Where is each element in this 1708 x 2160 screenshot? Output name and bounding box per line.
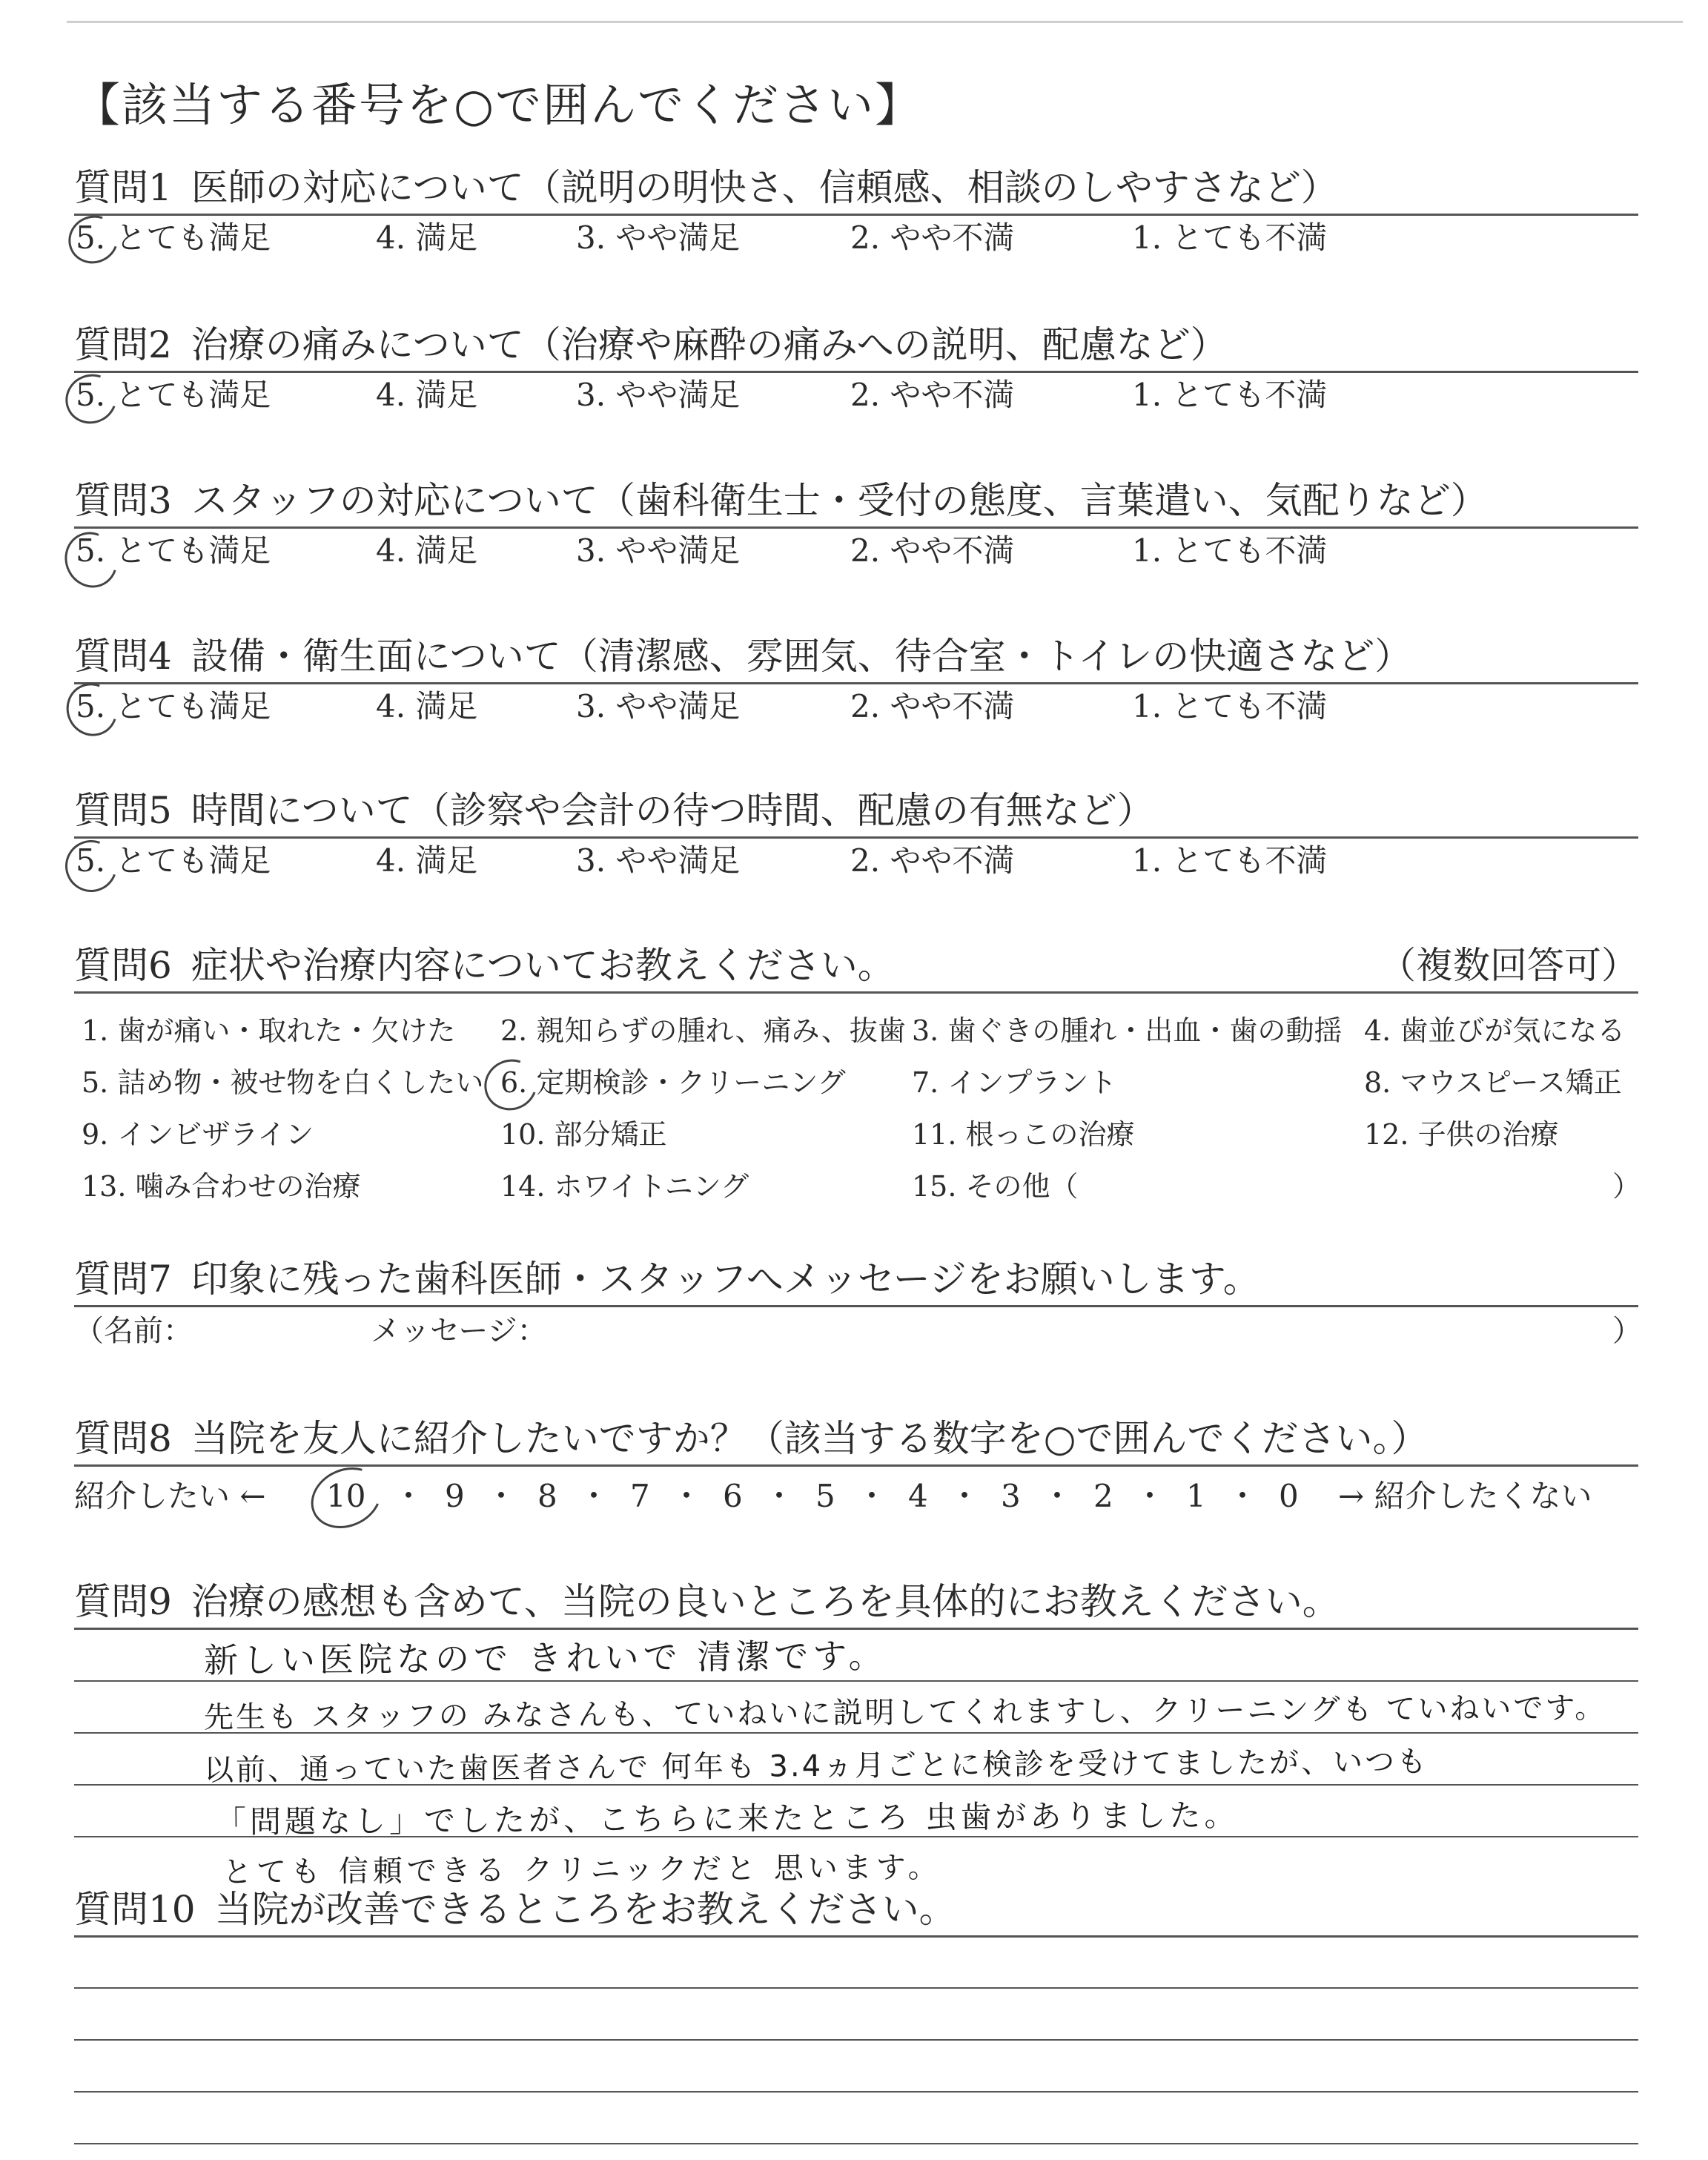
handwritten-answer-line-3: 以前、通っていた歯医者さんで 何年も 3.4ヵ月ごとに検診を受けてましたが、いつも bbox=[203, 1745, 1429, 1788]
option-5[interactable]: 5. とても満足 bbox=[74, 839, 376, 883]
option-1[interactable]: 1. とても不満 bbox=[1132, 688, 1328, 724]
separator: ・ bbox=[764, 1478, 795, 1514]
selection-circle bbox=[57, 366, 125, 432]
scale-0[interactable]: 0 bbox=[1279, 1478, 1299, 1514]
question-5 bbox=[74, 785, 1638, 883]
option-5[interactable]: 5. とても満足 bbox=[74, 529, 376, 573]
rating-options bbox=[74, 216, 1638, 260]
message-label: メッセージ： bbox=[371, 1314, 547, 1348]
option-4[interactable]: 4. 満足 bbox=[376, 377, 478, 413]
answer-line bbox=[74, 1987, 1638, 1989]
scale-8[interactable]: 8 bbox=[537, 1478, 557, 1514]
separator: ・ bbox=[856, 1478, 888, 1514]
divider bbox=[74, 1464, 1638, 1467]
question-text: 症状や治療内容についてお教えください。 bbox=[191, 944, 895, 987]
symptom-option-8[interactable]: 8. マウスピース矯正 bbox=[1364, 1066, 1622, 1099]
divider bbox=[74, 991, 1638, 994]
symptom-option-5[interactable]: 5. 詰め物・被せ物を白くしたい bbox=[82, 1066, 484, 1099]
separator: ・ bbox=[1227, 1478, 1259, 1514]
question-1 bbox=[74, 162, 1638, 260]
scale-4[interactable]: 4 bbox=[908, 1478, 928, 1514]
symptom-option-4[interactable]: 4. 歯並びが気になる bbox=[1364, 1014, 1626, 1047]
option-5[interactable]: 5. とても満足 bbox=[74, 216, 376, 260]
top-border bbox=[67, 21, 1683, 23]
option-2[interactable]: 2. やや不満 bbox=[850, 842, 1015, 879]
symptom-option-13[interactable]: 13. 噛み合わせの治療 bbox=[82, 1170, 361, 1203]
symptom-option-1[interactable]: 1. 歯が痛い・取れた・欠けた bbox=[82, 1014, 456, 1047]
question-label: 質問8 bbox=[74, 1417, 172, 1460]
option-3[interactable]: 3. やや満足 bbox=[576, 532, 741, 569]
option-5[interactable]: 5. とても満足 bbox=[74, 684, 376, 729]
option-4[interactable]: 4. 満足 bbox=[376, 842, 478, 879]
symptom-option-11[interactable]: 11. 根っこの治療 bbox=[912, 1118, 1135, 1151]
question-text: 設備・衛生面について（清潔感、雰囲気、待合室・トイレの快適さなど） bbox=[191, 635, 1412, 678]
rating-options bbox=[74, 529, 1638, 573]
option-3[interactable]: 3. やや満足 bbox=[576, 688, 741, 724]
handwritten-answer-line-4: 「問題なし」でしたが、こちらに来たところ 虫歯がありました。 bbox=[214, 1797, 1239, 1840]
answer-line bbox=[74, 2039, 1638, 2041]
name-label: （名前： bbox=[74, 1314, 193, 1348]
recommend-left-label: 紹介したい ← bbox=[74, 1478, 266, 1514]
selection-circle bbox=[61, 208, 127, 272]
handwritten-answer-line-2: 先生も スタッフの みなさんも、ていねいに説明してくれますし、クリーニングも ていねいです。 bbox=[203, 1691, 1607, 1735]
recommend-right-label: → 紹介したくない bbox=[1338, 1478, 1592, 1514]
question-label: 質問3 bbox=[74, 479, 172, 522]
selection-circle bbox=[58, 675, 126, 744]
scale-1[interactable]: 1 bbox=[1186, 1478, 1206, 1514]
symptom-option-9[interactable]: 9. インビザライン bbox=[82, 1118, 314, 1151]
answer-line bbox=[74, 2091, 1638, 2093]
symptom-option-15[interactable]: 15. その他（ bbox=[912, 1170, 1079, 1203]
scale-9[interactable]: 9 bbox=[445, 1478, 465, 1514]
handwritten-answer-line-5: とても 信頼できる クリニックだと 思います。 bbox=[222, 1850, 942, 1890]
separator: ・ bbox=[1134, 1478, 1166, 1514]
symptom-option-12[interactable]: 12. 子供の治療 bbox=[1364, 1118, 1559, 1151]
symptom-options bbox=[82, 1005, 1646, 1212]
question-text: 治療の感想も含めて、当院の良いところを具体的にお教えください。 bbox=[191, 1580, 1340, 1623]
separator: ・ bbox=[578, 1478, 610, 1514]
option-4[interactable]: 4. 満足 bbox=[376, 532, 478, 569]
handwritten-answer-line-1: 新しい医院なので きれいで 清潔です。 bbox=[203, 1635, 887, 1681]
question-text: 印象に残った歯科医師・スタッフへメッセージをお願いします。 bbox=[191, 1258, 1260, 1301]
divider bbox=[74, 1305, 1638, 1307]
scale-10[interactable]: 10 bbox=[326, 1472, 365, 1520]
question-label: 質問4 bbox=[74, 635, 172, 678]
question-7 bbox=[74, 1253, 1638, 1307]
option-2[interactable]: 2. やや不満 bbox=[850, 377, 1015, 413]
scale-7[interactable]: 7 bbox=[630, 1478, 650, 1514]
multiple-answers-note: （複数回答可） bbox=[1379, 944, 1638, 987]
option-3[interactable]: 3. やや満足 bbox=[576, 377, 741, 413]
symptom-option-2[interactable]: 2. 親知らずの腫れ、痛み、抜歯 bbox=[500, 1014, 906, 1047]
symptom-option-3[interactable]: 3. 歯ぐきの腫れ・出血・歯の動揺 bbox=[912, 1014, 1343, 1047]
separator: ・ bbox=[393, 1478, 425, 1514]
option-4[interactable]: 4. 満足 bbox=[376, 219, 478, 256]
question-label: 質問5 bbox=[74, 789, 172, 832]
instruction-header: 【該当する番号を○で囲んでください】 bbox=[74, 78, 923, 132]
selection-circle bbox=[301, 1456, 391, 1539]
divider bbox=[74, 1935, 1638, 1938]
question-text: 医師の対応について（説明の明快さ、信頼感、相談のしやすさなど） bbox=[191, 166, 1338, 209]
question-text: スタッフの対応について（歯科衛生士・受付の態度、言葉遣い、気配りなど） bbox=[191, 479, 1488, 522]
message-row bbox=[74, 1309, 1642, 1353]
scale-2[interactable]: 2 bbox=[1093, 1478, 1113, 1514]
question-text: 当院を友人に紹介したいですか？（該当する数字を○で囲んでください。） bbox=[191, 1417, 1429, 1460]
question-6 bbox=[74, 939, 1638, 994]
option-1[interactable]: 1. とても不満 bbox=[1132, 377, 1328, 413]
rating-options bbox=[74, 684, 1638, 729]
symptom-option-6[interactable]: 6. 定期検診・クリーニング bbox=[500, 1057, 846, 1109]
question-label: 質問10 bbox=[74, 1888, 196, 1931]
option-2[interactable]: 2. やや不満 bbox=[850, 219, 1015, 256]
symptom-option-7[interactable]: 7. インプラント bbox=[912, 1066, 1117, 1099]
question-label: 質問7 bbox=[74, 1258, 172, 1301]
question-9 bbox=[74, 1576, 1638, 1630]
scale-3[interactable]: 3 bbox=[1001, 1478, 1021, 1514]
option-1[interactable]: 1. とても不満 bbox=[1132, 842, 1328, 879]
rating-options bbox=[74, 839, 1638, 883]
question-label: 質問6 bbox=[74, 944, 172, 987]
question-2 bbox=[74, 319, 1638, 417]
message-close-paren: ） bbox=[1612, 1314, 1642, 1348]
question-text: 治療の痛みについて（治療や麻酔の痛みへの説明、配慮など） bbox=[191, 323, 1228, 366]
option-3[interactable]: 3. やや満足 bbox=[576, 219, 741, 256]
question-text: 当院が改善できるところをお教えください。 bbox=[214, 1888, 956, 1931]
separator: ・ bbox=[949, 1478, 981, 1514]
separator: ・ bbox=[1042, 1478, 1073, 1514]
question-label: 質問2 bbox=[74, 323, 172, 366]
recommend-scale bbox=[74, 1472, 1638, 1520]
option-5[interactable]: 5. とても満足 bbox=[74, 373, 376, 417]
question-label: 質問1 bbox=[74, 166, 172, 209]
separator: ・ bbox=[671, 1478, 703, 1514]
question-8 bbox=[74, 1413, 1638, 1467]
option-1[interactable]: 1. とても不満 bbox=[1132, 219, 1328, 256]
other-close-paren: ） bbox=[1612, 1170, 1641, 1203]
scale-5[interactable]: 5 bbox=[815, 1478, 835, 1514]
question-text: 時間について（診察や会計の待つ時間、配慮の有無など） bbox=[191, 789, 1154, 832]
question-4 bbox=[74, 630, 1638, 729]
option-2[interactable]: 2. やや不満 bbox=[850, 688, 1015, 724]
symptom-option-10[interactable]: 10. 部分矯正 bbox=[500, 1118, 667, 1151]
separator: ・ bbox=[486, 1478, 517, 1514]
rating-options bbox=[74, 373, 1638, 417]
question-10 bbox=[74, 1883, 1638, 1938]
answer-line bbox=[74, 2143, 1638, 2144]
option-4[interactable]: 4. 満足 bbox=[376, 688, 478, 724]
option-3[interactable]: 3. やや満足 bbox=[576, 842, 741, 879]
option-1[interactable]: 1. とても不満 bbox=[1132, 532, 1328, 569]
symptom-option-14[interactable]: 14. ホワイトニング bbox=[500, 1170, 749, 1203]
question-label: 質問9 bbox=[74, 1580, 172, 1623]
question-3 bbox=[74, 475, 1638, 573]
scale-6[interactable]: 6 bbox=[723, 1478, 743, 1514]
option-2[interactable]: 2. やや不満 bbox=[850, 532, 1015, 569]
